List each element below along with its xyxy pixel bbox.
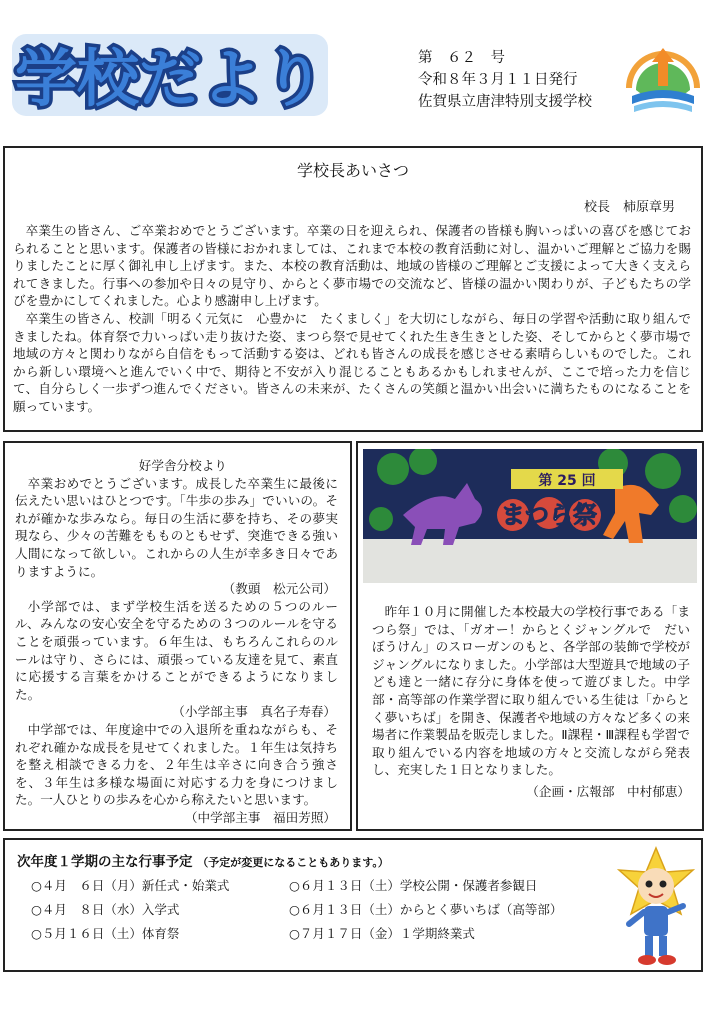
author: 校長 柿原章男 [583,200,675,215]
festival-section [356,441,704,831]
svg-text:まつら祭: まつら祭 [501,501,597,529]
star-mascot-icon [613,846,699,970]
paragraph: 卒業生の皆さん、校訓「明るく元気に 心豊かに たくましく」を大切にしながら、毎日の学習や活動に取り組んできましたね。体育祭で力いっぱい走り抜けた姿、まつら祭で見せてくれた生き生きとした姿、そしてからとく夢市場で地域の方々と関わりながら自信をもって活動する姿は、どれも皆さんの成長を感じさせる素晴らしいものでした。これから新しい環境へと進んでいく中で、期待と不安が入り混じることもあるかもしれませんが、ここで培った力を信じて、自分らしく一歩ずつ進んでください。皆さんの未来が、たくさんの笑顔と温かい出会いに満ちたものになることを願っています。 [13,310,691,414]
school-emblem-icon [622,40,704,120]
paragraph: 中学部では、年度途中での入退所を重ねながらも、それぞれ確かな成長を見せてくれました。１年生は気持ちを整え相談できる力を、２年生は辛さに向き合う強さを、３年生は多様な場面に対応する力を身につけました。一人ひとりの歩みを心から称えたいと思います。 [15,721,338,808]
section-title: 好学舎分校より [138,458,227,473]
schedule-item: ○４月 ６日（月）新任式・始業式 [31,878,230,893]
branch-school-section [3,441,352,831]
paragraph: 昨年１０月に開催した本校最大の学校行事である「まつら祭」では、「ガオー！からとくジャングルで だいぼうけん」のスローガンのもと、各学部の装飾で学校がジャングルになりました。小学部は大型遊具で地域の子ども達と一緒に存分に身体を使って遊びました。中学部・高等部の作業学習に取り組んでいる生徒は「からとく夢いちば」を開き、保護者や地域の方々など多くの来場者に作業製品を販売しました。Ⅱ課程・Ⅲ課程も学習で取り組んでいる内容を地域の方々と交流しながら発表し、充実した１日となりました。 [372,604,690,778]
issue-date: 令和８年３月１１日発行 [418,72,578,88]
newsletter-title-logo [10,28,330,120]
schedule-item: ○６月１３日（土）からとく夢いちば（高等部） [289,902,563,917]
schedule-note: （予定が変更になることもあります。） [197,856,389,869]
signature: （教頭 松元公司） [222,581,336,597]
schedule-item: ○７月１７日（金）１学期終業式 [289,926,475,941]
schedule-section [3,838,703,972]
title-text: 学校だより [14,42,326,115]
school-name: 佐賀県立唐津特別支援学校 [418,94,592,110]
signature: （企画・広報部 中村郁恵） [526,783,690,799]
festival-photo [363,449,697,583]
schedule-heading [17,850,389,870]
svg-text:第 25 回: 第 25 回 [538,473,596,489]
schedule-item: ○５月１６日（土）体育祭 [31,926,180,941]
signature: （中学部主事 福田芳照） [184,809,336,825]
schedule-item: ○６月１３日（土）学校公開・保護者参観日 [289,878,538,893]
signature: （小学部主事 真名子寿春） [172,704,336,720]
schedule-item: ○４月 ８日（水）入学式 [31,902,180,917]
section-title: 学校長あいさつ [296,161,409,180]
schedule-title: 次年度１学期の主な行事予定 [17,854,193,870]
issue-number: 第 ６２ 号 [418,50,505,66]
principal-greeting-section [3,146,703,432]
paragraph: 小学部では、まず学校生活を送るための５つのルール、みんなの安心安全を守るための３つのルールを守ることを頑張っています。６年生は、もちろんこれらのルールは守り、さらには、頑張っている友達を見て、素直に応援する言葉をかけることができるようになりました。 [15,598,338,702]
greeting-body [13,222,691,416]
paragraph: 卒業おめでとうございます。成長した卒業生に最後に伝えたい思いはひとつです。「牛歩の歩み」でいいの。それが確かな歩みなら。毎日の生活に夢を持ち、その夢実現なら、少々の苦難をもものともせず、突進できる強い人間になって欲しい。これからの人生が幸多き日々でありますように。 [15,475,338,579]
paragraph: 卒業生の皆さん、ご卒業おめでとうございます。卒業の日を迎えられ、保護者の皆様も胸いっぱいの喜びを感じておられることと思います。保護者の皆様におかれましては、これまで本校の教育活動に対し、温かいご理解とご協力を賜りましたことに厚く御礼申し上げます。また、本校の教育活動は、地域の皆様のご理解とご支援によって大きく支えられてきました。行事への参加や日々の見守り、からとく夢市場での交流など、皆様の温かい関わりが、子どもたちの学びを豊かにしてくれました。心より感謝申し上げます。 [13,223,691,309]
